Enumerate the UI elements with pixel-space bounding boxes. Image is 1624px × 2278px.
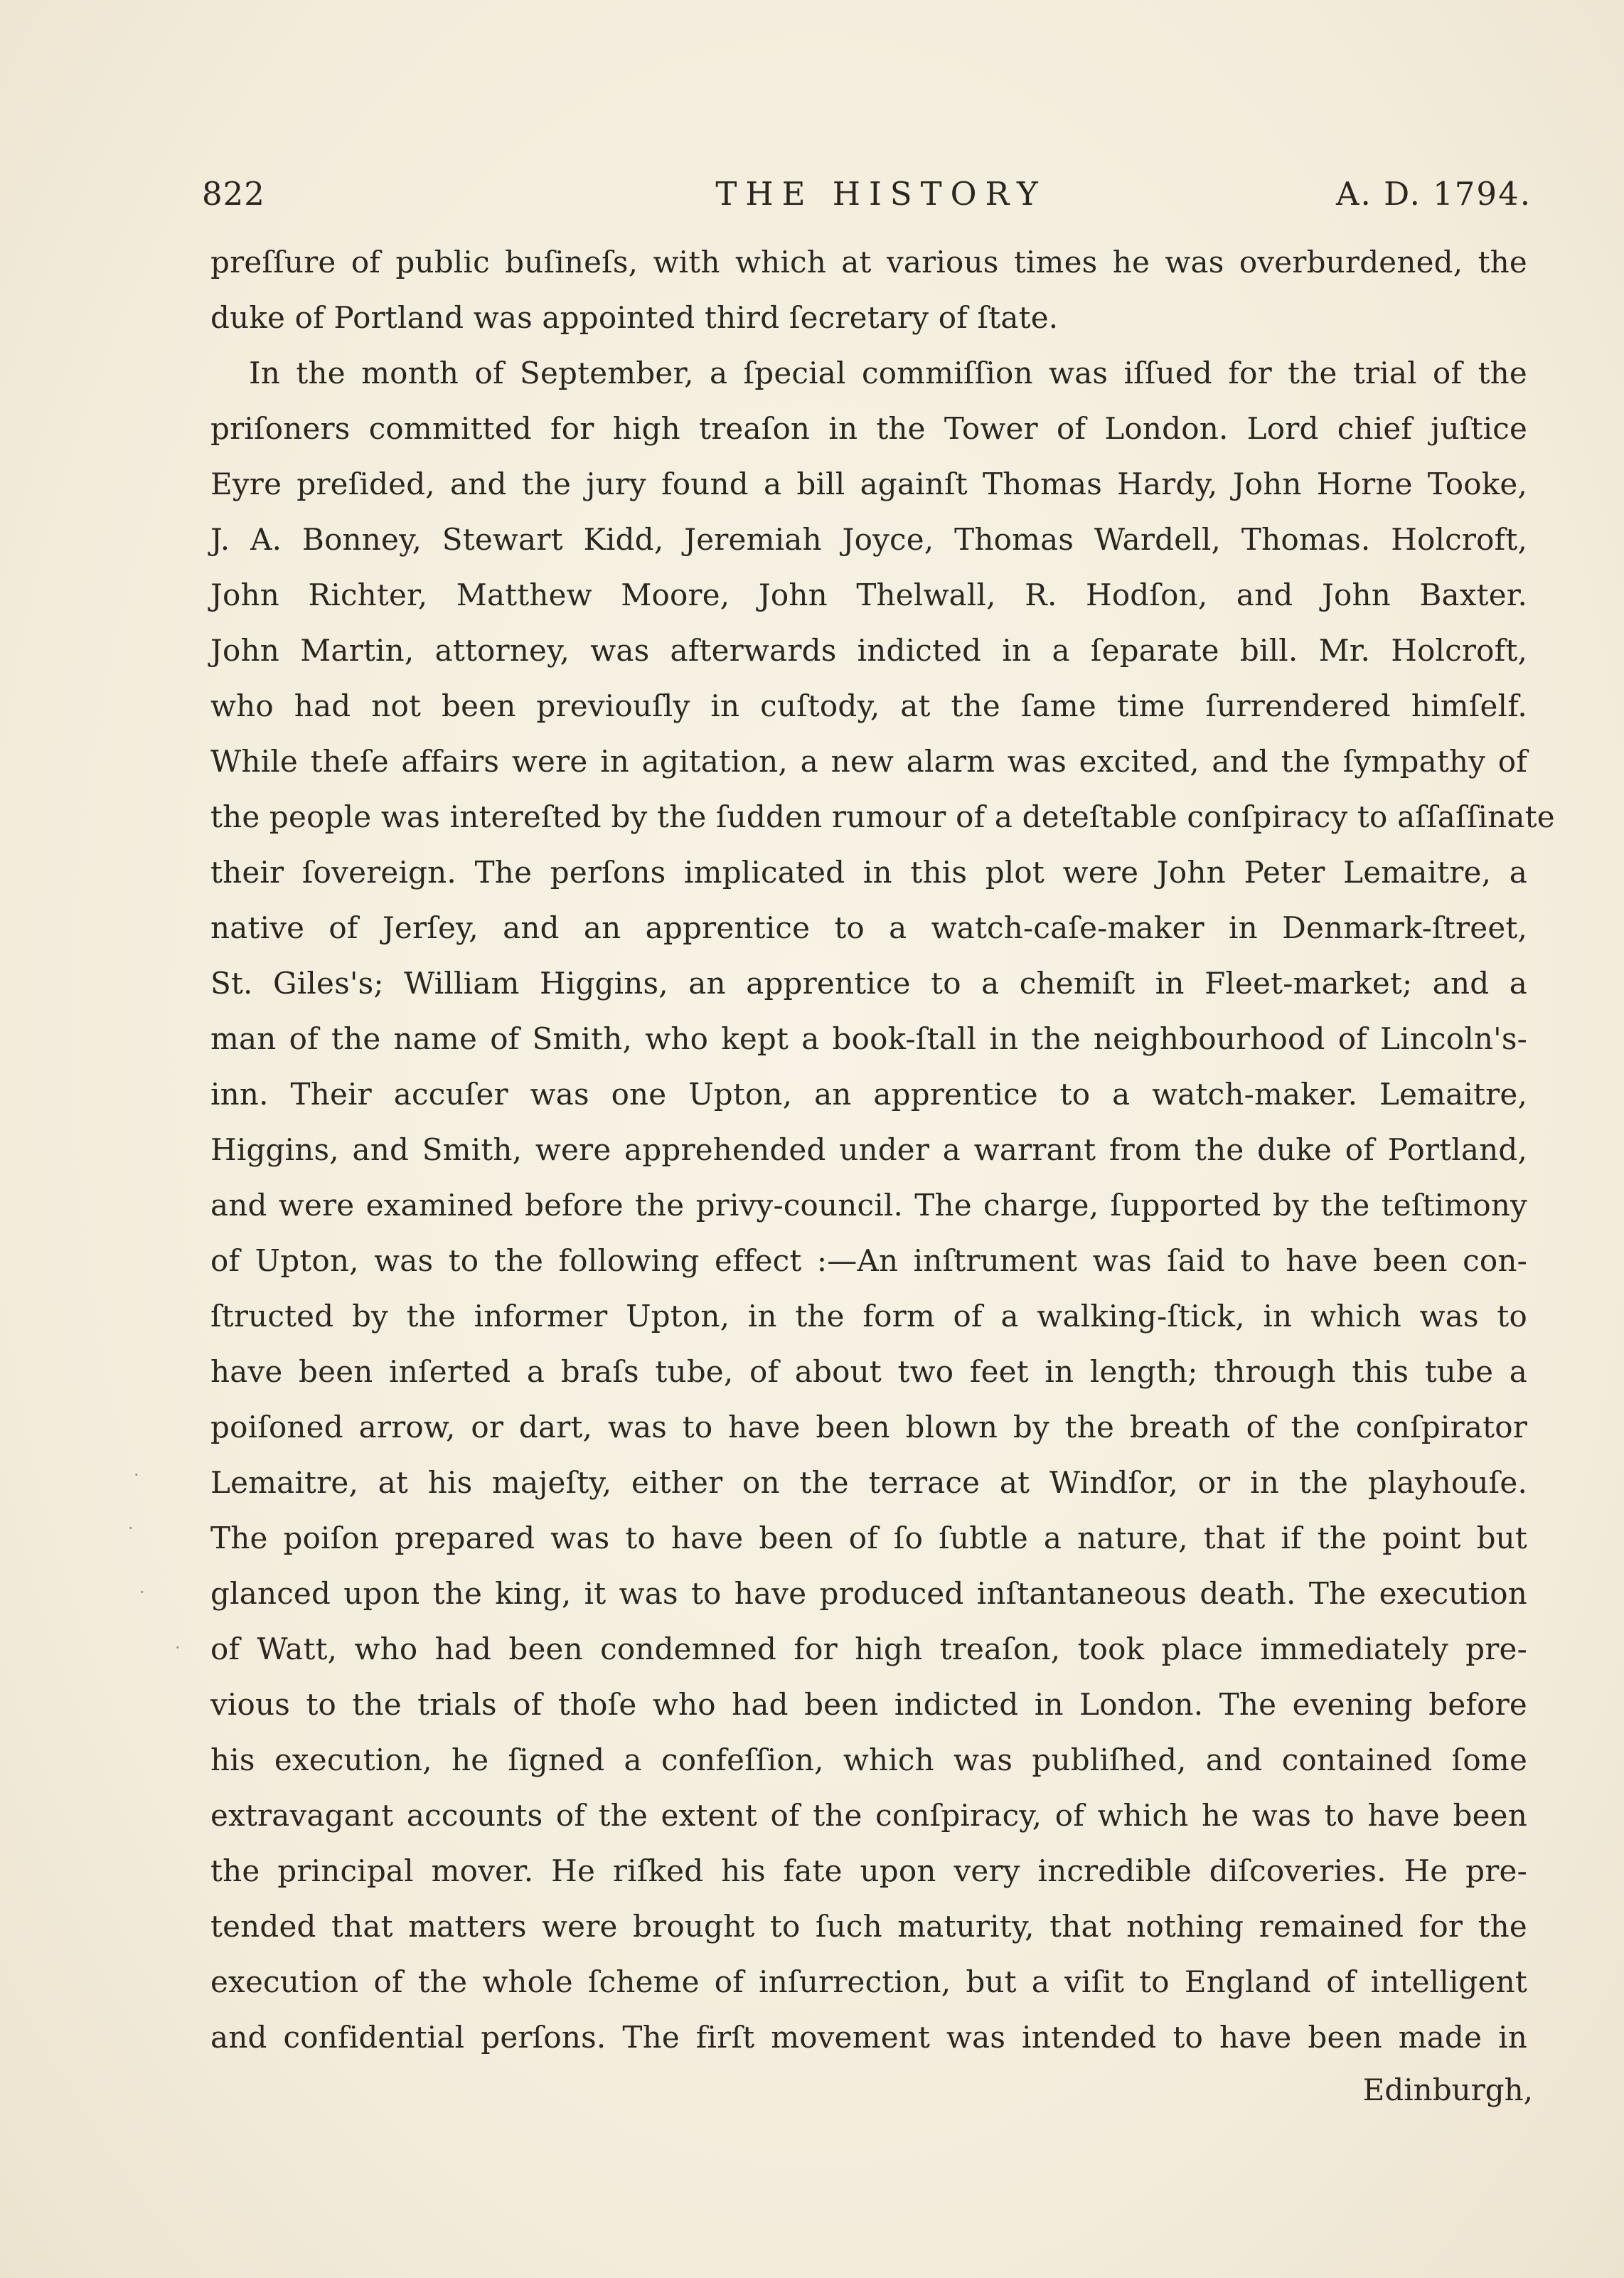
text-line: execution of the whole ſcheme of inſurrection, but a viſit to England of intelligent xyxy=(210,1964,1527,1999)
text-line: duke of Portland was appointed third ſecretary of ſtate. xyxy=(210,300,1059,335)
text-line: have been inſerted a braſs tube, of about two feet in length; through this tube a xyxy=(210,1354,1527,1389)
text-line: While theſe affairs were in agitation, a new alarm was excited, and the ſympathy of xyxy=(210,744,1527,779)
margin-speck: · xyxy=(134,1465,139,1485)
text-line: John Richter, Matthew Moore, John Thelwall, R. Hodſon, and John Baxter. xyxy=(210,578,1527,612)
text-line: poiſoned arrow, or dart, was to have been blown by the breath of the conſpirator xyxy=(210,1410,1527,1444)
text-line: tended that matters were brought to ſuch maturity, that nothing remained for the xyxy=(210,1909,1527,1944)
text-line: the principal mover. He riſked his fate upon very incredible diſcoveries. He pre- xyxy=(210,1853,1527,1888)
margin-speck: · xyxy=(139,1582,145,1602)
text-line: native of Jerſey, and an apprentice to a watch-caſe-maker in Denmark-ſtreet, xyxy=(210,910,1527,945)
text-line: The poiſon prepared was to have been of ſo ſubtle a nature, that if the point but xyxy=(210,1521,1527,1555)
text-line: glanced upon the king, it was to have produced inſtantaneous death. The execution xyxy=(210,1576,1527,1611)
text-line: and confidential perſons. The firſt movement was intended to have been made in xyxy=(210,2020,1527,2055)
running-title: THE HISTORY xyxy=(715,175,1047,213)
text-line: his execution, he ſigned a confeſſion, which was publiſhed, and contained ſome xyxy=(210,1742,1527,1777)
text-line: J. A. Bonney, Stewart Kidd, Jeremiah Joyce, Thomas Wardell, Thomas. Holcroft, xyxy=(210,522,1527,557)
text-line: St. Giles's; William Higgins, an apprentice to a chemiſt in Fleet-market; and a xyxy=(210,966,1527,1001)
text-line: priſoners committed for high treaſon in the Tower of London. Lord chief juſtice xyxy=(210,411,1527,446)
text-line: extravagant accounts of the extent of the conſpiracy, of which he was to have been xyxy=(210,1798,1527,1833)
text-line: of Watt, who had been condemned for high treaſon, took place immediately pre- xyxy=(210,1632,1527,1666)
page-number: 822 xyxy=(202,175,265,213)
text-line: vious to the trials of thoſe who had been indicted in London. The evening before xyxy=(210,1687,1527,1722)
text-line: the people was intereſted by the ſudden rumour of a deteſtable conſpiracy to aſſaſſinate xyxy=(210,799,1555,834)
margin-speck: · xyxy=(175,1638,181,1658)
text-line: ſtructed by the informer Upton, in the form of a walking-ſtick, in which was to xyxy=(210,1299,1527,1334)
text-line: Lemaitre, at his majeſty, either on the terrace at Windſor, or in the playhouſe. xyxy=(210,1465,1527,1500)
text-line: their ſovereign. The perſons implicated in this plot were John Peter Lemaitre, a xyxy=(210,855,1527,890)
body-text xyxy=(210,235,1555,2065)
text-line: John Martin, attorney, was afterwards indicted in a ſeparate bill. Mr. Holcroft, xyxy=(210,633,1527,668)
text-line: inn. Their accuſer was one Upton, an apprentice to a watch-maker. Lemaitre, xyxy=(210,1077,1527,1112)
text-line: preſſure of public buſineſs, with which at various times he was overburdened, the xyxy=(210,245,1527,280)
text-line: In the month of September, a ſpecial commiſſion was iſſued for the trial of the xyxy=(249,356,1527,390)
text-line: Higgins, and Smith, were apprehended under a warrant from the duke of Portland, xyxy=(210,1132,1527,1167)
text-line: who had not been previouſly in cuſtody, at the ſame time ſurrendered himſelf. xyxy=(210,688,1527,723)
catchword: Edinburgh, xyxy=(1362,2072,1533,2107)
text-line: man of the name of Smith, who kept a book-ſtall in the neighbourhood of Lincoln's- xyxy=(210,1021,1527,1056)
text-line: and were examined before the privy-council. The charge, ſupported by the teſtimony xyxy=(210,1188,1527,1223)
text-line: of Upton, was to the following effect :—An inſtrument was ſaid to have been con- xyxy=(210,1243,1527,1278)
running-header xyxy=(202,169,1532,219)
text-line: Eyre preſided, and the jury found a bill againſt Thomas Hardy, John Horne Tooke, xyxy=(210,467,1527,501)
header-year: A. D. 1794. xyxy=(1335,175,1532,213)
margin-speck: · xyxy=(128,1518,134,1538)
